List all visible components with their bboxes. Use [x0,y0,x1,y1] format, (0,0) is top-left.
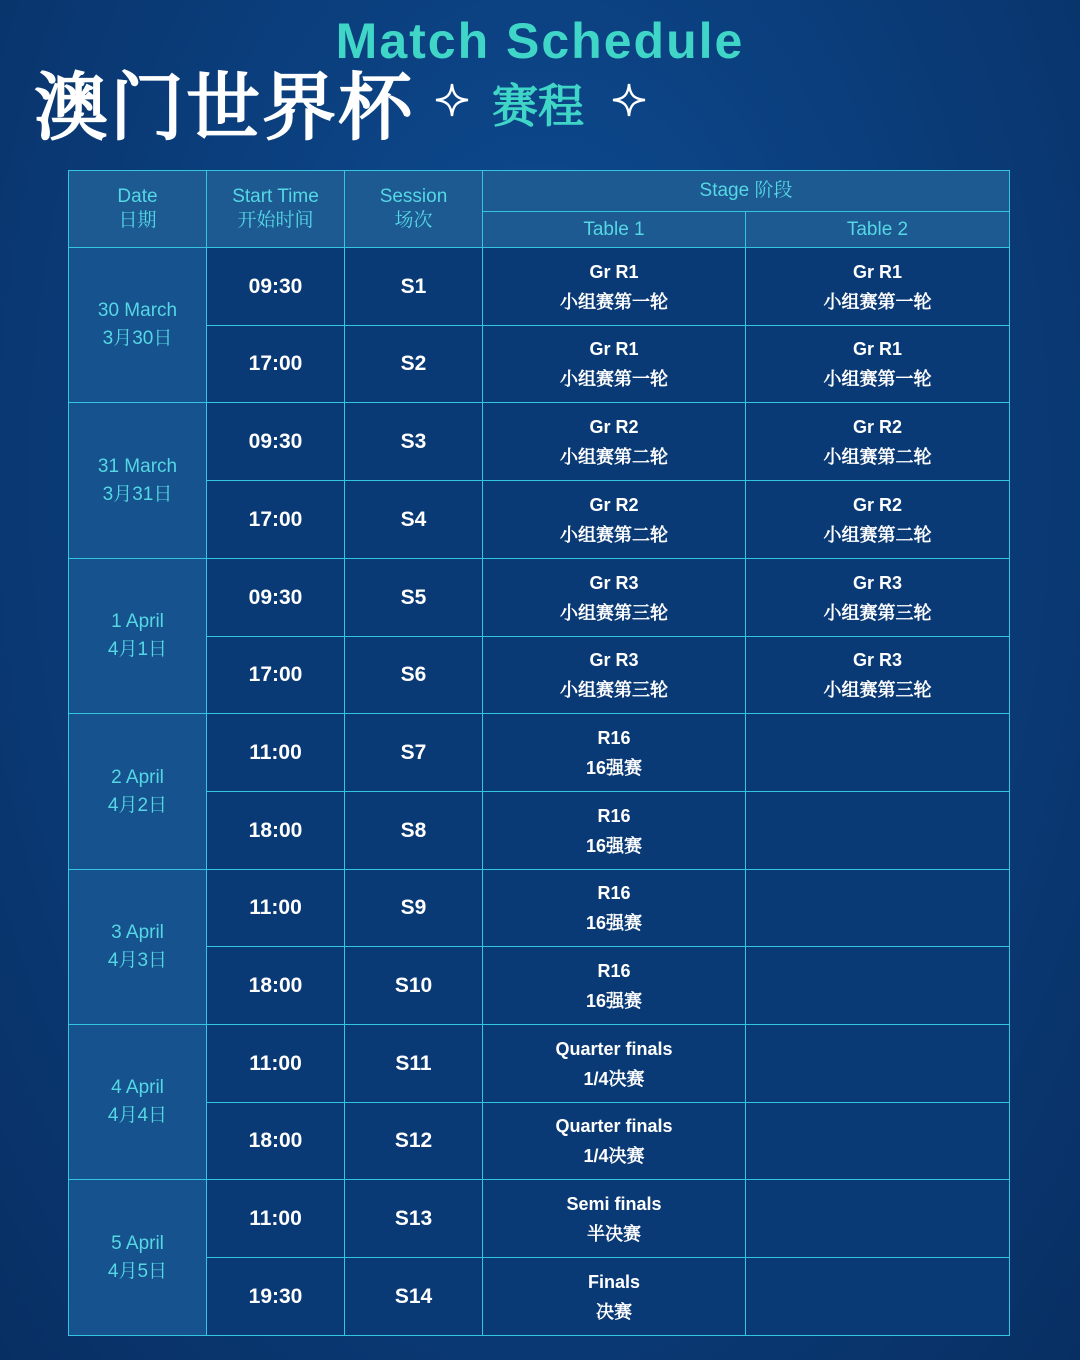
table-2-cell [745,636,1010,714]
table-2-cell [745,1024,1010,1103]
session-cell [344,869,483,947]
table-1-stage: 小组赛第二轮 [560,524,668,545]
session-id: S12 [394,1129,433,1152]
session-cell [344,791,483,870]
start-time: 11:00 [249,740,302,764]
subtitle-chinese: 赛程 [492,80,584,132]
four-point-star-icon [611,82,647,118]
date-cell [68,558,207,714]
table-1-stage: Quarter finals [555,1038,673,1059]
start-time: 11:00 [249,896,302,919]
session-id: S14 [394,1284,433,1308]
session-id: S10 [394,973,433,997]
header-table-1-label: Table 1 [583,218,645,240]
start-time: 19:30 [248,1284,303,1308]
date-cn: 4月1日 [107,639,168,660]
time-cell [206,1024,345,1103]
time-cell [206,1179,345,1258]
table-2-stage: 小组赛第一轮 [823,369,932,389]
title-chinese: 澳门世界杯 [34,66,414,149]
header-date-cn: 日期 [118,210,157,231]
header-stage-label: Stage 阶段 [699,180,793,201]
header-session-en: Session [379,186,448,207]
table-1-cell [482,402,746,481]
table-1-stage: Gr R3 [589,650,639,670]
session-id: S7 [400,740,427,764]
table-2-cell [745,1179,1010,1258]
table-1-stage: Gr R2 [589,494,639,515]
date-en: 30 March [97,300,178,321]
session-cell [344,713,483,792]
table-2-cell [745,1257,1010,1336]
date-cn: 4月2日 [107,794,168,816]
table-1-stage: Gr R2 [589,416,639,437]
table-1-stage: R16 [597,727,631,748]
table-1-cell [482,869,746,947]
time-cell [206,480,345,559]
date-cell [68,402,207,559]
table-2-stage: 小组赛第二轮 [823,524,932,545]
session-cell [344,558,483,637]
table-1-stage: 小组赛第三轮 [560,602,668,623]
session-cell [344,1257,483,1336]
table-2-stage: Gr R1 [852,261,903,282]
date-en: 31 March [97,455,178,477]
table-2-cell [745,325,1010,403]
start-time: 17:00 [248,352,303,375]
header-session-cn: 场次 [394,210,433,231]
table-2-stage: 小组赛第三轮 [823,602,932,623]
header-table-1 [482,211,746,248]
session-id: S6 [400,663,427,686]
start-time: 09:30 [248,429,303,453]
time-cell [206,791,345,870]
date-cell [68,1024,207,1180]
date-cell [68,1179,207,1336]
title-english: Match Schedule [335,13,745,69]
start-time: 18:00 [248,1129,303,1152]
session-id: S5 [400,585,427,609]
time-cell [206,325,345,403]
table-1-cell [482,1257,746,1336]
table-1-cell [482,325,746,403]
table-2-stage: 小组赛第三轮 [823,680,932,700]
table-1-cell [482,791,746,870]
table-1-stage: R16 [597,960,631,981]
table-1-stage: 小组赛第一轮 [560,369,668,389]
table-1-stage: Gr R1 [589,261,639,282]
start-time: 11:00 [249,1206,302,1230]
header-table-2 [745,211,1010,248]
table-1-cell [482,480,746,559]
date-cell [68,247,207,403]
session-cell [344,402,483,481]
header-start-en: Start Time [232,186,319,207]
table-1-stage: Gr R3 [589,572,639,593]
table-1-cell [482,946,746,1025]
table-1-cell [482,247,746,326]
header-date [68,170,207,248]
date-cell [68,869,207,1025]
date-cn: 3月30日 [102,328,173,349]
table-1-stage: 小组赛第二轮 [560,446,668,467]
table-1-stage: Gr R1 [589,339,639,359]
table-1-stage: Finals [587,1271,640,1292]
table-2-cell [745,946,1010,1025]
start-time: 09:30 [248,274,303,298]
table-1-stage: 16强赛 [585,913,643,933]
table-1-cell [482,1102,746,1180]
header-stage [482,170,1010,212]
table-2-stage: Gr R3 [852,650,903,670]
header-date-en: Date [117,186,158,207]
table-1-stage: R16 [597,805,631,826]
session-cell [344,946,483,1025]
table-1-stage: 小组赛第一轮 [560,291,668,312]
table-1-stage: Semi finals [566,1193,662,1214]
four-point-star-icon [434,82,470,118]
table-2-cell [745,480,1010,559]
schedule-table [68,170,1010,1335]
start-time: 09:30 [248,585,303,609]
session-id: S1 [400,274,427,298]
time-cell [206,946,345,1025]
table-2-cell [745,869,1010,947]
date-cell [68,713,207,870]
table-2-stage: Gr R2 [852,416,903,437]
time-cell [206,558,345,637]
session-id: S4 [400,507,427,531]
date-cn: 4月3日 [107,950,168,971]
header-session [344,170,483,248]
time-cell [206,1102,345,1180]
date-en: 5 April [111,1232,164,1254]
table-2-stage: Gr R3 [852,572,903,593]
table-2-stage: 小组赛第一轮 [823,291,932,312]
start-time: 17:00 [248,663,303,686]
session-id: S11 [395,1051,432,1075]
session-cell [344,325,483,403]
session-cell [344,480,483,559]
start-time: 18:00 [248,818,303,842]
session-cell [344,636,483,714]
table-1-cell [482,1024,746,1103]
table-1-stage: 16强赛 [585,990,643,1011]
table-2-stage: Gr R2 [852,494,903,515]
date-en: 4 April [111,1077,164,1098]
table-1-cell [482,558,746,637]
table-1-stage: Quarter finals [555,1116,673,1136]
table-1-cell [482,713,746,792]
session-id: S8 [400,818,427,842]
start-time: 17:00 [248,507,303,531]
table-1-stage: 半决赛 [587,1223,641,1244]
session-cell [344,247,483,326]
table-2-cell [745,713,1010,792]
table-1-cell [482,636,746,714]
session-cell [344,1102,483,1180]
time-cell [206,402,345,481]
table-2-stage: 小组赛第二轮 [823,446,932,467]
date-en: 1 April [111,611,164,632]
header-table-2-label: Table 2 [846,218,909,240]
table-1-stage: 16强赛 [585,757,643,778]
time-cell [206,1257,345,1336]
time-cell [206,869,345,947]
date-cn: 4月4日 [107,1105,168,1126]
table-1-stage: 决赛 [596,1301,632,1322]
start-time: 18:00 [248,973,303,997]
session-id: S13 [394,1206,433,1230]
table-2-cell [745,247,1010,326]
session-id: S3 [400,429,427,453]
table-2-cell [745,402,1010,481]
session-id: S2 [400,352,427,375]
date-cn: 4月5日 [107,1260,168,1282]
start-time: 11:00 [249,1051,302,1075]
session-cell [344,1024,483,1103]
header-start-cn: 开始时间 [237,210,314,231]
date-en: 2 April [111,766,164,788]
table-1-stage: 1/4决赛 [583,1146,645,1166]
session-cell [344,1179,483,1258]
table-2-cell [745,1102,1010,1180]
table-2-stage: Gr R1 [852,339,903,359]
time-cell [206,636,345,714]
table-2-cell [745,558,1010,637]
date-cn: 3月31日 [102,483,173,505]
table-1-cell [482,1179,746,1258]
table-1-stage: 1/4决赛 [583,1068,645,1089]
table-1-stage: 小组赛第三轮 [560,680,668,700]
time-cell [206,247,345,326]
session-id: S9 [400,896,427,919]
header-start-time [206,170,345,248]
table-1-stage: 16强赛 [585,835,643,856]
table-1-stage: R16 [597,883,631,903]
date-en: 3 April [111,922,164,943]
table-2-cell [745,791,1010,870]
time-cell [206,713,345,792]
